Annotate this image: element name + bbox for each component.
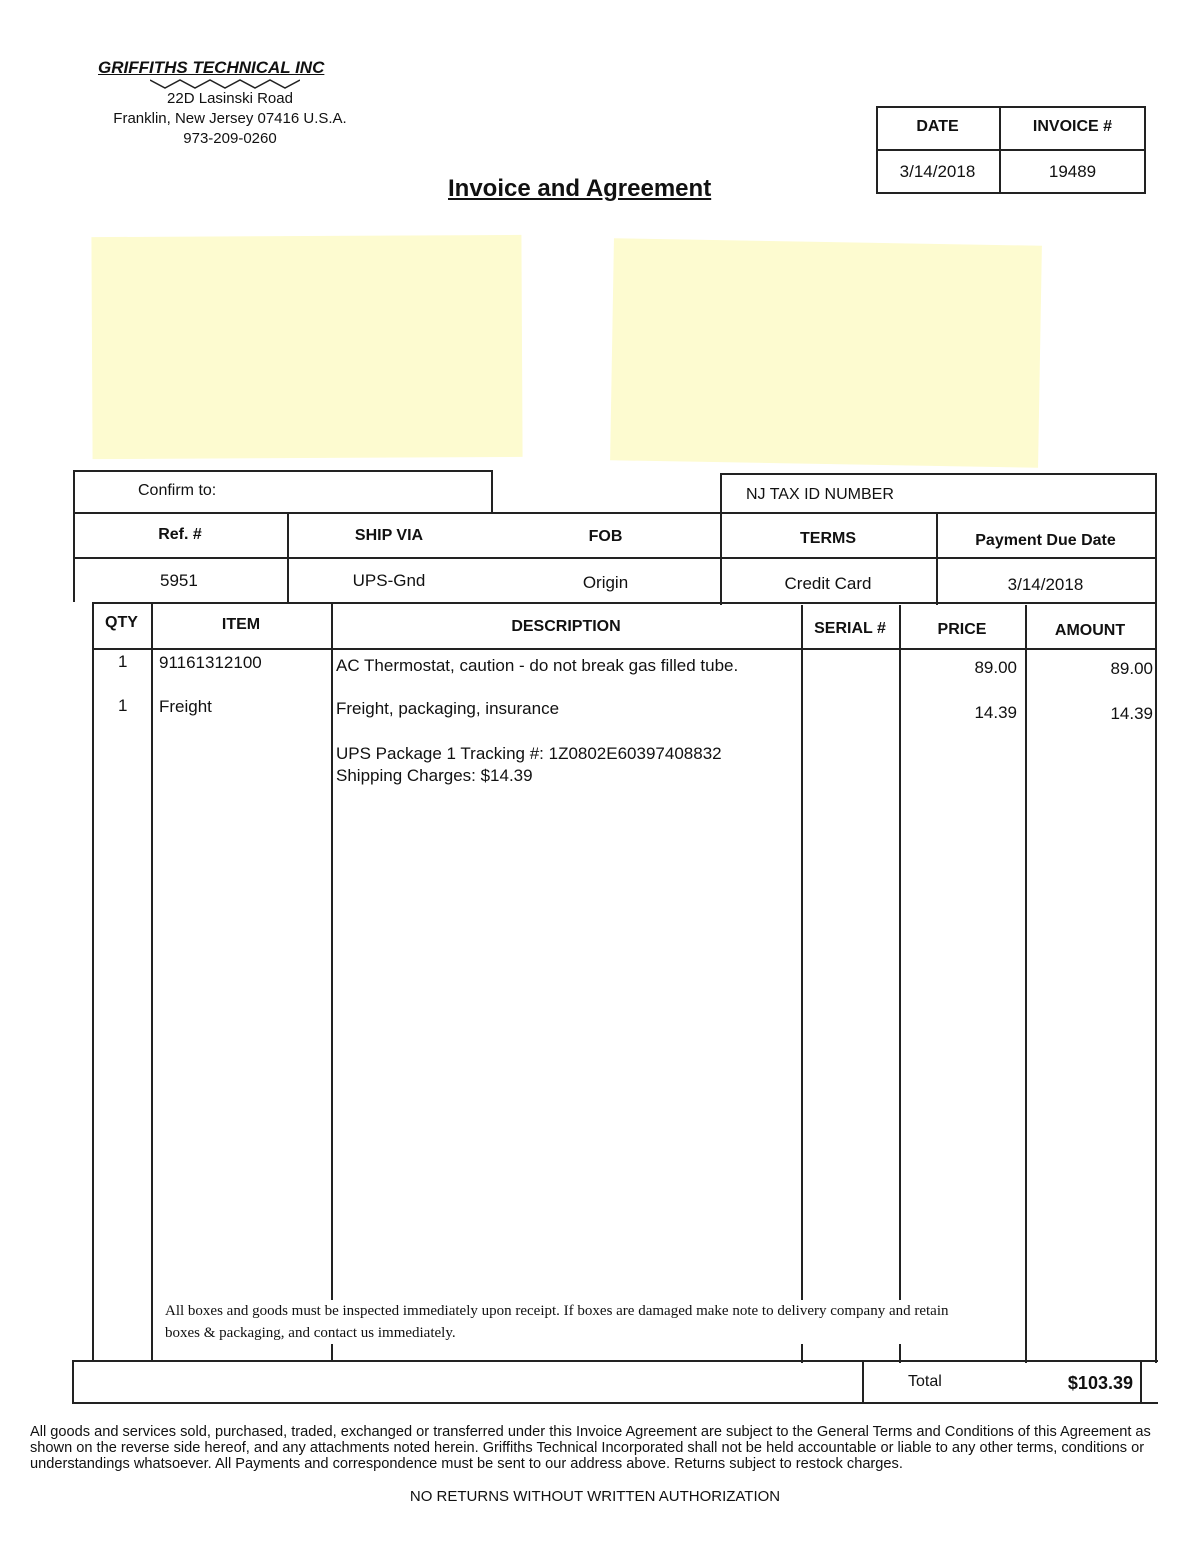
page-title: Invoice and Agreement xyxy=(448,175,712,202)
terms-value: Credit Card xyxy=(784,574,872,593)
date-label: DATE xyxy=(916,118,959,135)
total-amount: $103.39 xyxy=(1067,1373,1133,1393)
total-label: Total xyxy=(908,1373,942,1390)
row-item: Freight xyxy=(159,697,212,716)
shipping-charges: Shipping Charges: $14.39 xyxy=(336,766,533,785)
ship-via-header: SHIP VIA xyxy=(354,527,424,544)
no-returns-notice: NO RETURNS WITHOUT WRITTEN AUTHORIZATION xyxy=(409,1488,781,1505)
fob-value: Origin xyxy=(582,573,629,592)
row-qty: 1 xyxy=(118,652,128,671)
row-amount: 89.00 xyxy=(1110,659,1153,678)
invoice-date: 3/14/2018 xyxy=(899,162,976,181)
company-name: GRIFFITHS TECHNICAL INC xyxy=(98,58,325,77)
footer-terms: All goods and services sold, purchased, traded, exchanged or transferred under this Invoice Agreement are subject to the General Terms and Conditions of this Agreement as shown on the reverse side hereof, and any attachments noted herein. Griffiths Technical Incorporated shall not be held accountable or liable to any other terms, conditions or understandings whatsoever. All Payments and correspondence must be sent to our address above. Returns subject to restock charges. xyxy=(30,1424,1151,1472)
tracking-number: UPS Package 1 Tracking #: 1Z0802E60397408832 xyxy=(336,744,722,763)
ref-value: 5951 xyxy=(160,571,198,590)
fob-header: FOB xyxy=(588,528,623,545)
company-street: 22D Lasinski Road xyxy=(167,90,293,107)
payment-due-header: Payment Due Date xyxy=(975,532,1116,549)
ref-header: Ref. # xyxy=(158,526,202,543)
bill-to-redaction xyxy=(91,235,522,459)
row-price: 89.00 xyxy=(974,658,1017,677)
ship-to-redaction xyxy=(610,238,1042,467)
logo-wave xyxy=(150,78,300,90)
row-price: 14.39 xyxy=(974,703,1017,722)
row-description: AC Thermostat, caution - do not break gas filled tube. xyxy=(336,656,739,675)
payment-due-value: 3/14/2018 xyxy=(1007,575,1084,594)
description-header: DESCRIPTION xyxy=(511,618,621,635)
company-city: Franklin, New Jersey 07416 U.S.A. xyxy=(113,110,347,127)
serial-header: SERIAL # xyxy=(814,620,886,637)
company-phone: 973-209-0260 xyxy=(183,130,277,147)
row-description: Freight, packaging, insurance xyxy=(336,699,560,718)
terms-header: TERMS xyxy=(800,530,856,547)
price-header: PRICE xyxy=(937,621,987,638)
row-qty: 1 xyxy=(118,696,128,715)
confirm-to-label: Confirm to: xyxy=(138,482,217,499)
invoice-number-label: INVOICE # xyxy=(1032,118,1113,135)
row-amount: 14.39 xyxy=(1110,704,1153,723)
row-item: 91161312100 xyxy=(159,653,262,672)
amount-header: AMOUNT xyxy=(1054,622,1126,639)
ship-via-value: UPS-Gnd xyxy=(352,571,426,590)
item-header: ITEM xyxy=(221,616,261,633)
inspection-note: All boxes and goods must be inspected immediately upon receipt. If boxes are damaged make note to delivery company and retain boxes & packaging, and contact us immediately. xyxy=(165,1300,965,1344)
invoice-number: 19489 xyxy=(1048,162,1097,181)
qty-header: QTY xyxy=(105,614,138,631)
tax-id-label: NJ TAX ID NUMBER xyxy=(746,486,894,503)
